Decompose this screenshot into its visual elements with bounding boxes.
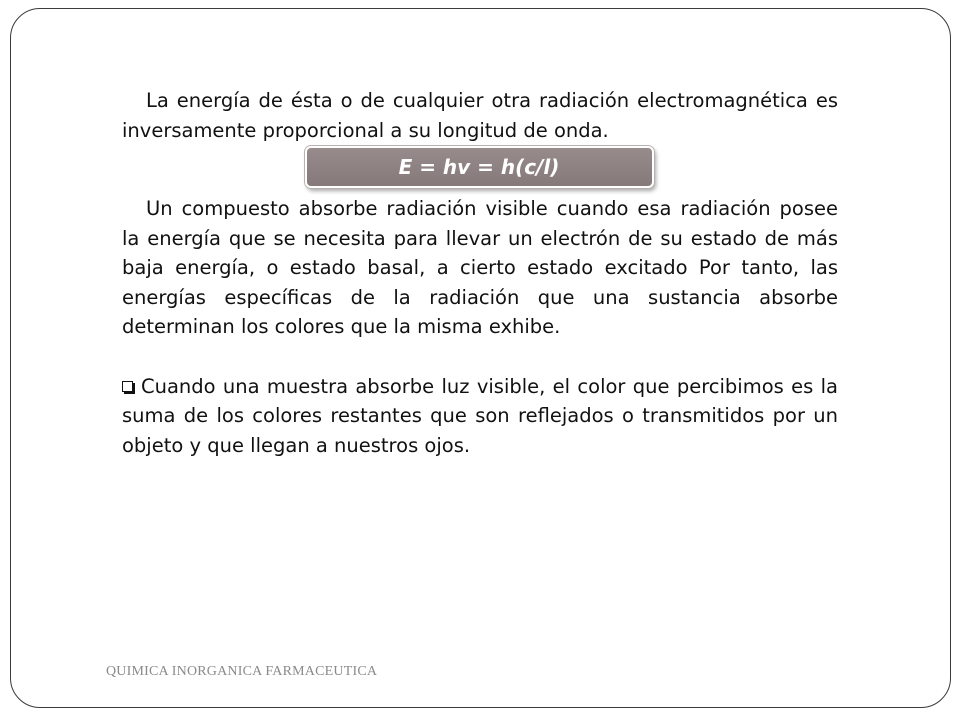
formula-container bbox=[122, 146, 838, 194]
footer-title: QUIMICA INORGANICA FARMACEUTICA bbox=[106, 664, 378, 679]
formula-badge: E = hv = h(c/l) bbox=[305, 146, 654, 188]
checkbox-bullet-icon bbox=[122, 381, 133, 392]
paragraph-energy: La energía de ésta o de cualquier otra radiación electromagnética es inversamente proporcional a su longitud de onda. bbox=[122, 89, 838, 142]
bullet-text: Cuando una muestra absorbe luz visible, el color que percibimos es la suma de los colores restantes que son reflejados o transmitidos por un objeto y que llegan a nuestros ojos. bbox=[122, 374, 838, 457]
bullet-paragraph bbox=[122, 372, 838, 461]
paragraph-absorption: Un compuesto absorbe radiación visible cuando esa radiación posee la energía que se necesita para llevar un electrón de su estado de más baja energía, o estado basal, a cierto estado excitado Por tanto, las energías específicas de la radiación que una sustancia absorbe determinan los colores que la misma exhibe. bbox=[122, 197, 838, 338]
slide-content bbox=[122, 86, 838, 460]
